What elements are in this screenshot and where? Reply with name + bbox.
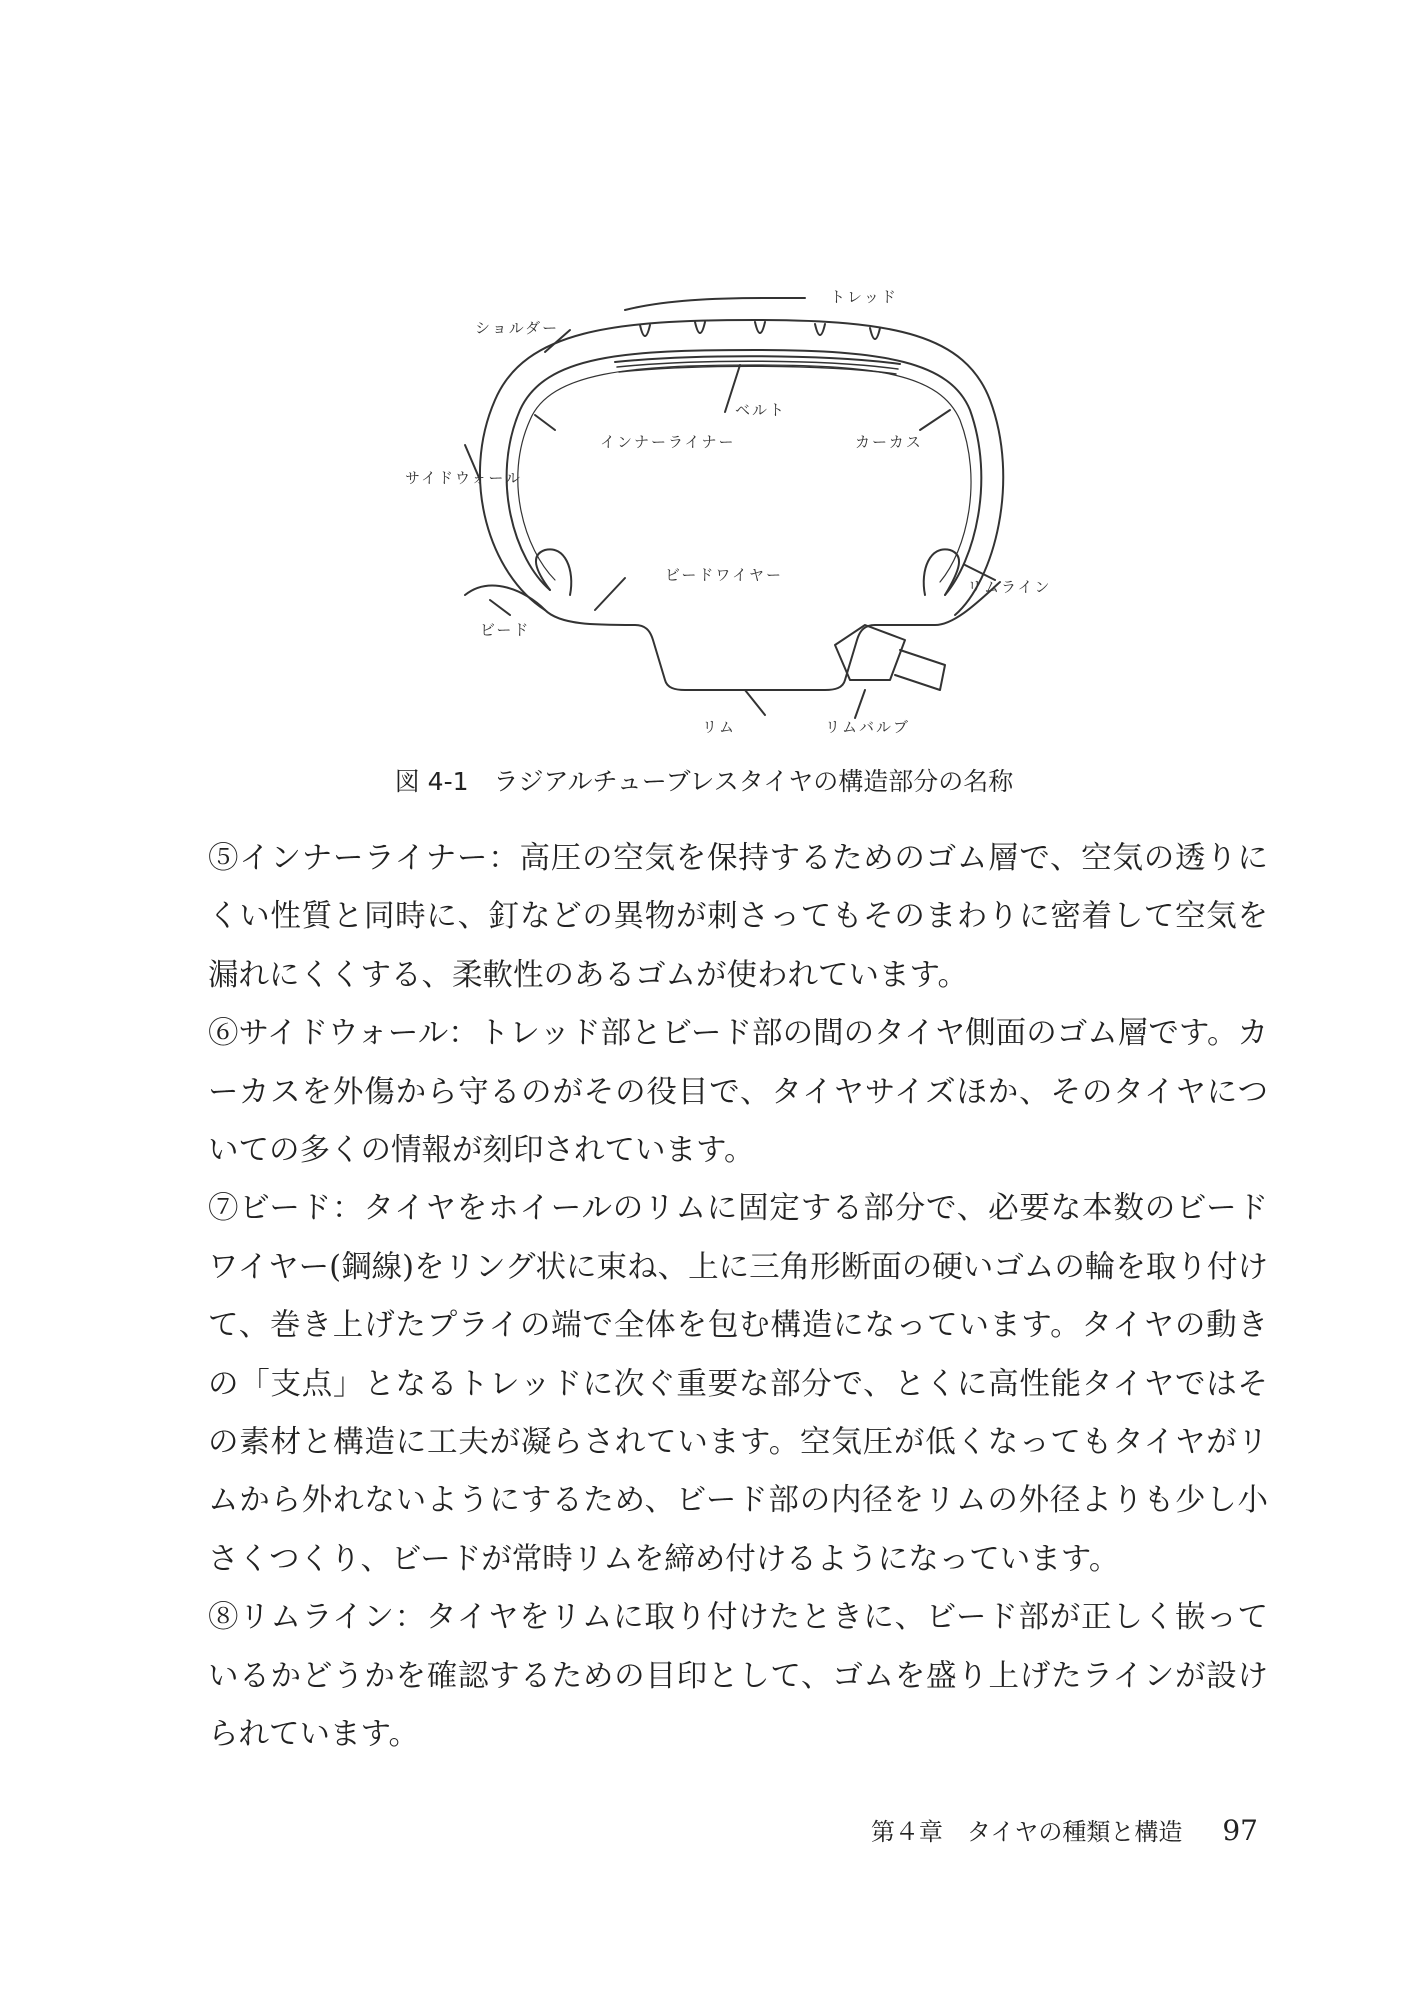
leader-rim [745,690,765,715]
label-rim-valve: リムバルブ [825,718,911,736]
leader-rim-valve [855,690,865,718]
tread-groove [695,322,705,333]
label-rim: リム [702,718,737,736]
leader-bead [490,600,510,615]
carcass-line [518,365,971,582]
label-tread: トレッド [830,288,898,306]
bead-right [924,549,959,595]
leader-bead-wire [595,578,625,610]
tread-groove [870,328,880,339]
body-text [208,830,1268,1765]
leader-carcass [920,410,950,430]
page-number: 97 [1222,1814,1258,1847]
label-sidewall: サイドウォール [405,469,523,487]
label-inner-liner: インナーライナー [600,433,736,451]
label-rim-line: リムライン [967,578,1052,596]
tire-cross-section-drawing [395,270,1095,750]
chapter-title: 第４章 タイヤの種類と構造 [870,1818,1183,1846]
paragraph-inner-liner: ⑤インナーライナー：高圧の空気を保持するためのゴム層で、空気の透りにくい性質と同時に、釘などの異物が刺さってもそのまわりに密着して空気を漏れにくくする、柔軟性のあるゴムが使われています。 [208,841,1268,993]
rim-outline [465,582,1000,690]
leader-inner-liner [535,415,555,430]
bead-left [536,549,571,595]
tread-groove [640,325,650,336]
label-belt: ベルト [735,401,787,419]
label-carcass: カーカス [855,433,923,451]
tread-groove [815,324,825,335]
label-bead-wire: ビードワイヤー [665,566,783,584]
label-shoulder: ショルダー [475,319,560,337]
belt-layer [615,356,900,364]
paragraph-bead: ⑦ビード：タイヤをホイールのリムに固定する部分で、必要な本数のビードワイヤー(鋼線)をリング状に束ね、上に三角形断面の硬いゴムの輪を取り付けて、巻き上げたプライの端で全体を包む構造になっています。タイヤの動きの「支点」となるトレッドに次ぐ重要な部分で、とくに高性能タイヤではその素材と構造に工夫が凝らされています。空気圧が低くなってもタイヤがリムから外れないようにするため、ビード部の内径をリムの外径よりも少し小さくつくり、ビードが常時リムを締め付けるようになっています。 [208,1191,1268,1577]
rim-valve-stem [895,650,945,690]
figure-caption: 図 4-1 ラジアルチューブレスタイヤの構造部分の名称 [394,767,1014,796]
rim-valve-body [835,625,905,680]
tire-inner-contour [507,350,982,595]
label-bead: ビード [480,621,531,639]
tread-groove [755,322,765,333]
paragraph-rim-line: ⑧リムライン：タイヤをリムに取り付けたときに、ビード部が正しく嵌っているかどうかを確認するための目印として、ゴムを盛り上げたラインが設けられています。 [208,1600,1268,1753]
paragraph-sidewall: ⑥サイドウォール：トレッド部とビード部の間のタイヤ側面のゴム層です。カーカスを外傷から守るのがその役目で、タイヤサイズほか、そのタイヤについての多くの情報が刻印されています。 [208,1016,1268,1169]
leader-tread [625,298,805,310]
tire-diagram [395,270,1095,750]
page-footer [871,1812,1258,1847]
